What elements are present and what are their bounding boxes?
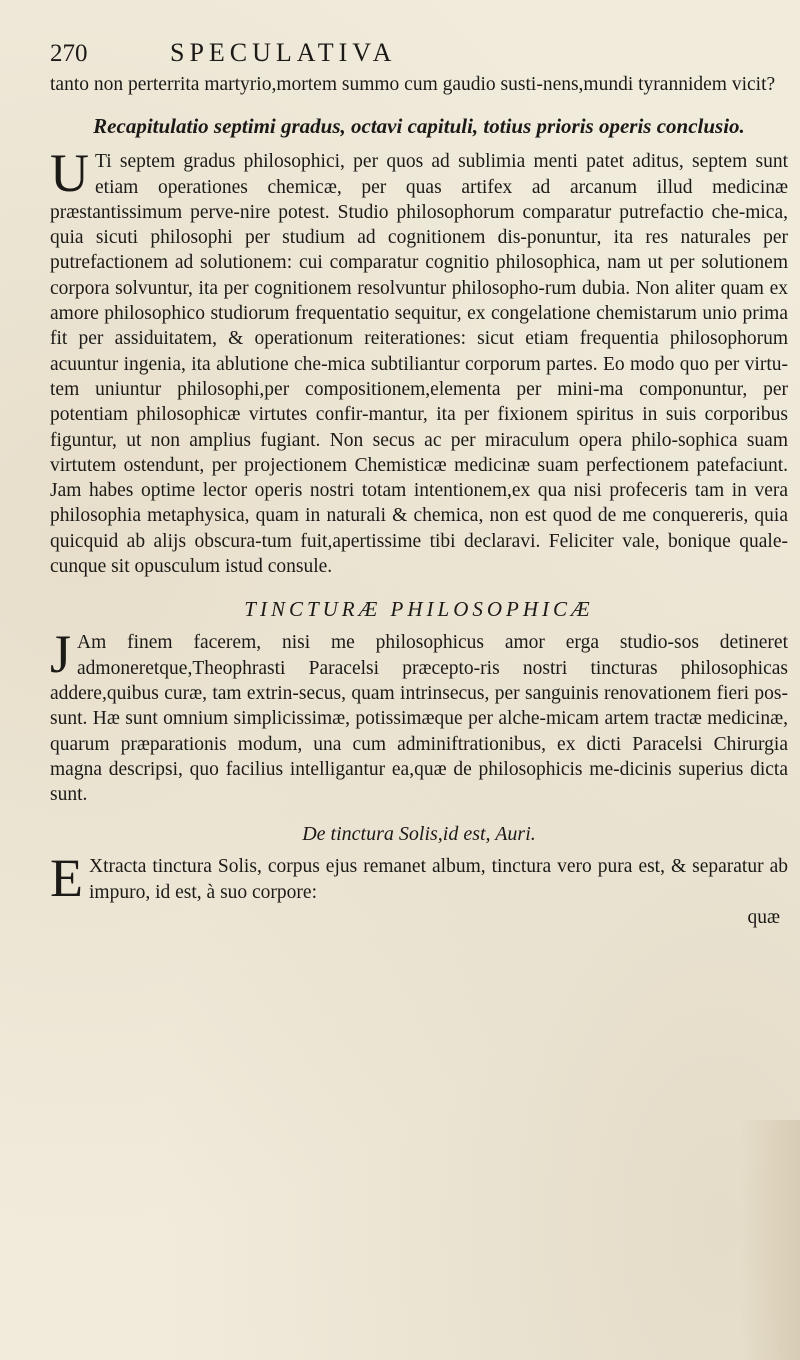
running-head: [50, 38, 788, 72]
paragraph-tinctura-solis: [50, 848, 788, 909]
paragraph-continuation: tanto non perterrita martyrio,mortem summo cum gaudio susti-nens,mundi tyrannidem vicit?: [50, 74, 776, 95]
section-heading-tincturae: TINCTURÆ PHILOSOPHICÆ: [244, 597, 594, 622]
catchword: quæ: [747, 907, 780, 929]
paragraph-recapitulatio: [50, 143, 788, 579]
text-block: [50, 38, 788, 930]
drop-cap: J: [50, 624, 72, 685]
page-number: 270: [50, 40, 88, 67]
paragraph-tincturae: [50, 624, 788, 807]
drop-cap: U: [50, 143, 89, 204]
drop-cap: E: [50, 848, 83, 909]
section-heading-tinctura-solis: De tinctura Solis,id est, Auri.: [302, 823, 536, 846]
paragraph-text: Ti septem gradus philosophici, per quos ad sublimia menti patet aditus, septem sunt etiam operationes chemicæ, per quas artifex ad arcanum illud medicinæ præstantissimum perve-nire potest. Studio philosophorum comparatur putrefactio che-mica, quia sicuti philosophi per studium ad cognitionem dis-ponuntur, ita res naturales per putrefactionem ad solutionem: cui comparatur cognitio philosophica, nam ut per solutionem corpora solvuntur, ita per cognitionem resolvuntur philosopho-rum dubia. Non aliter quam ex amore philosophico studiorum frequentatio sequitur, ex congelatione chemistarum unio prima fit per assiduitatem, & operationum reiterationes: sicut etiam frequentia philosophorum acuuntur ingenia, ita ablutione che-mica subtiliantur corporum partes. Eo modo quo per virtu-tem uniuntur philosophi,per compositionem,elementa per mini-ma componuntur, per potentiam philosophicæ virtutes confir-mantur, ita per fixionem spiritus in suis corporibus figuntur, ut non amplius fugiant. Non secus ac per miraculum opera philo-sophica suam virtutem ostendunt, per projectionem Chemisticæ medicinæ suam perfectionem patefaciunt. Jam habes optime lector operis nostri totam intentionem,ex qua nisi profeceris tam in vera philosophia metaphysica, quam in naturali & chemica, non est quod de me conquereris, quia quicquid ab alijs obscura-tum fuit,apertissime tibi declaravi. Feliciter vale, bonique quale-cunque sit opusculum istud consule.: [50, 151, 788, 578]
paper-stain: [740, 1120, 800, 1360]
running-title: SPECULATIVA: [170, 38, 397, 67]
paragraph-text: Xtracta tinctura Solis, corpus ejus remanet album, tinctura vero pura est, & separatur ab impuro, id est, à suo corpore:: [89, 856, 788, 903]
section-heading-recapitulatio: Recapitulatio septimi gradus, octavi capituli, totius prioris operis conclusio.: [93, 114, 745, 139]
paragraph-text: Am finem facerem, nisi me philosophicus amor erga studio-sos detineret admoneretque,Theophrasti Paracelsi præcepto-ris nostri tincturas philosophicas addere,quibus curæ, tam extrin-secus, quam intrinsecus, per sanguinis renovationem fieri pos-sunt. Hæ sunt omnium simplicissimæ, potissimæque per alche-micam artem tractæ medicinæ, quarum præparationis modum, una cum adminiftrationibus, ex dicti Paracelsi Chirurgia magna descripsi, quo facilius intelligantur ea,quæ de philosophicis me-dicinis superius dicta sunt.: [50, 632, 788, 806]
